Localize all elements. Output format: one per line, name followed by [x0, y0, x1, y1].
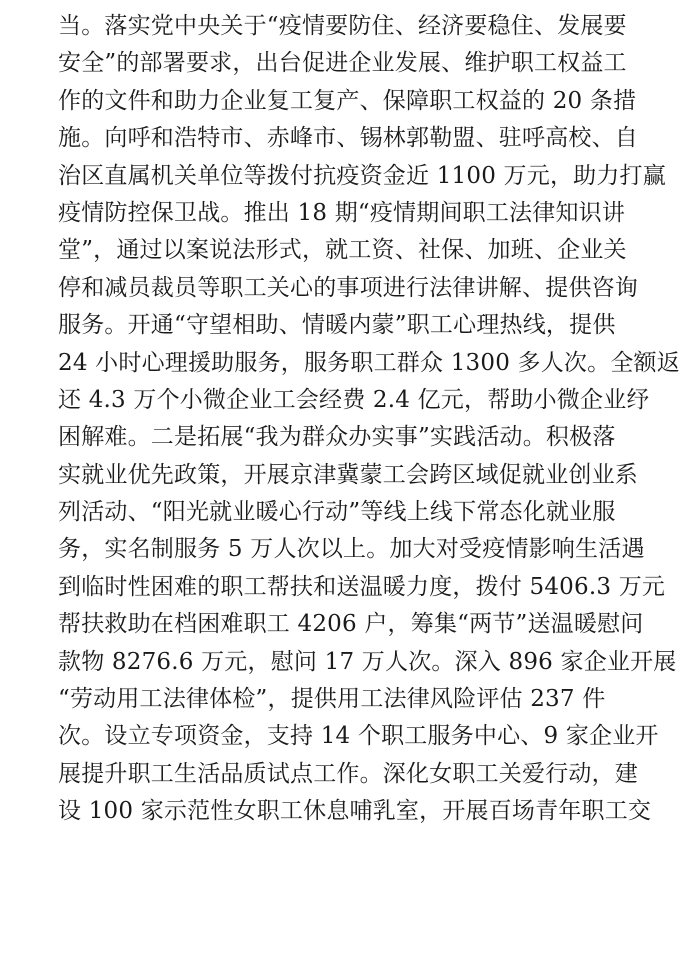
text-line: 实就业优先政策，开展京津冀蒙工会跨区域促就业创业系: [58, 461, 638, 488]
text-line: “劳动用工法律体检”，提供用工法律风险评估 237 件: [58, 686, 606, 713]
text-line: 困解难。二是拓展“我为群众办实事”实践活动。积极落: [58, 424, 616, 451]
text-line: 帮扶救助在档困难职工 4206 户，筹集“两节”送温暖慰问: [58, 611, 644, 638]
text-line: 作的文件和助力企业复工复产、保障职工权益的 20 条措: [58, 87, 637, 114]
text-line: 当。落实党中央关于“疫情要防住、经济要稳住、发展要: [58, 13, 627, 39]
text-line: 服务。开通“守望相助、情暖内蒙”职工心理热线，提供: [58, 312, 616, 339]
text-line: 务，实名制服务 5 万人次以上。加大对受疫情影响生活遇: [58, 536, 645, 563]
text-line: 疫情防控保卫战。推出 18 期“疫情期间职工法律知识讲: [58, 199, 626, 226]
text-line: 24 小时心理援助服务，服务职工群众 1300 多人次。全额返: [58, 349, 680, 376]
body-text: [58, 8, 680, 831]
text-line: 堂”，通过以案说法形式，就工资、社保、加班、企业关: [58, 237, 627, 264]
text-line: 设 100 家示范性女职工休息哺乳室，开展百场青年职工交: [58, 798, 652, 825]
text-line: 到临时性困难的职工帮扶和送温暖力度，拨付 5406.3 万元: [58, 573, 666, 600]
text-line: 停和减员裁员等职工关心的事项进行法律讲解、提供咨询: [58, 274, 638, 301]
text-line: 施。向呼和浩特市、赤峰市、锡林郭勒盟、驻呼高校、自: [58, 125, 638, 152]
text-line: 展提升职工生活品质试点工作。深化女职工关爱行动，建: [58, 760, 638, 787]
text-line: 安全”的部署要求，出台促进企业发展、维护职工权益工: [58, 50, 627, 77]
text-line: 治区直属机关单位等拨付抗疫资金近 1100 万元，助力打赢: [58, 162, 666, 189]
text-line: 还 4.3 万个小微企业工会经费 2.4 亿元，帮助小微企业纾: [58, 386, 650, 413]
text-line: 款物 8276.6 万元，慰问 17 万人次。深入 896 家企业开展: [58, 648, 677, 675]
text-line: 次。设立专项资金，支持 14 个职工服务中心、9 家企业开: [58, 723, 659, 750]
text-line: 列活动、“阳光就业暖心行动”等线上线下常态化就业服: [58, 499, 616, 526]
